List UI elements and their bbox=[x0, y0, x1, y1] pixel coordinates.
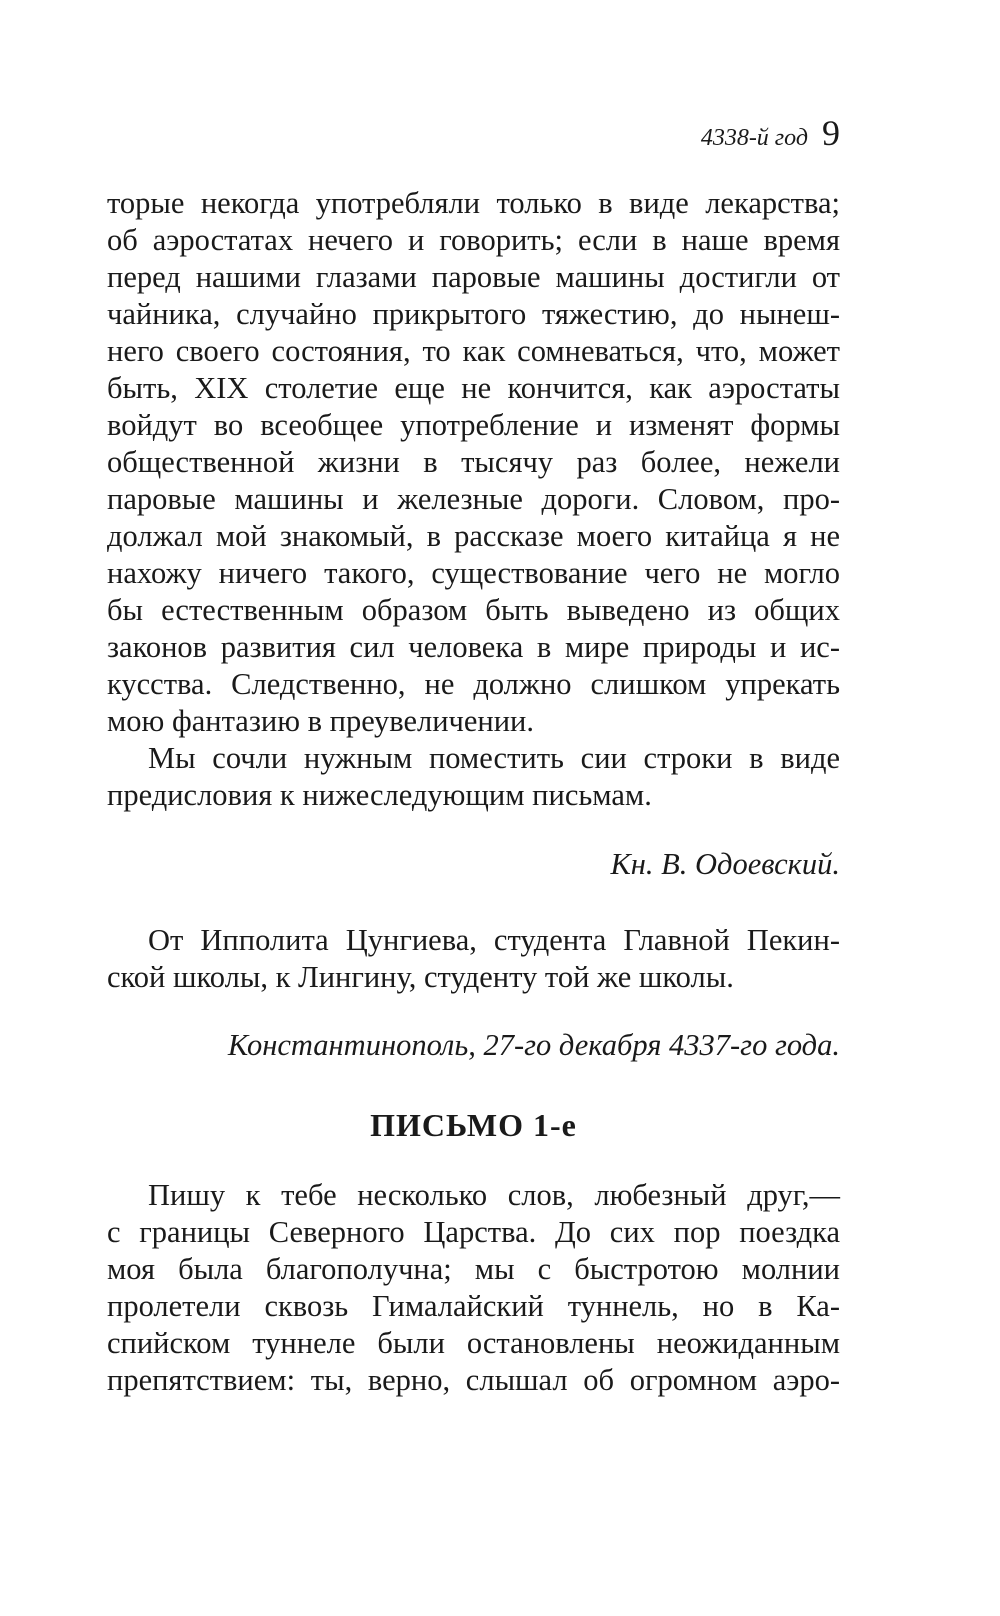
page-number: 9 bbox=[822, 113, 840, 153]
text-line: об аэростатах нечего и говорить; если в наше время bbox=[107, 223, 840, 257]
text-line: бы естественным образом быть выведено из общих bbox=[107, 593, 840, 627]
place-date: Константинополь, 27-го декабря 4337-го года. bbox=[227, 1028, 840, 1062]
text-line: препятствием: ты, верно, слышал об огромном аэро- bbox=[107, 1363, 840, 1397]
text-line: кусства. Следственно, не должно слишком упрекать bbox=[107, 667, 840, 701]
running-title: 4338-й год bbox=[700, 125, 808, 151]
text-line: с границы Северного Царства. До сих пор поездка bbox=[107, 1215, 840, 1249]
letter-heading: ПИСЬМО 1-е bbox=[370, 1107, 577, 1143]
text-line: моя была благополучна; мы с быстротою молнии bbox=[107, 1252, 840, 1286]
text-line: быть, XIX столетие еще не кончится, как аэростаты bbox=[107, 371, 840, 405]
author-signature: Кн. В. Одоевский. bbox=[610, 847, 840, 881]
text-line: спийском туннеле были остановлены неожиданным bbox=[107, 1326, 840, 1360]
text-line: перед нашими глазами паровые машины достигли от bbox=[107, 260, 840, 294]
text-line: паровые машины и железные дороги. Словом, про- bbox=[107, 482, 840, 516]
text-line: пролетели сквозь Гималайский туннель, но в Ка- bbox=[107, 1289, 840, 1323]
text-line: чайника, случайно прикрытого тяжестию, до нынеш- bbox=[107, 297, 840, 331]
running-head bbox=[701, 112, 840, 154]
text-line: торые некогда употребляли только в виде лекарства; bbox=[107, 186, 840, 220]
text-line: войдут во всеобщее употребление и изменят формы bbox=[107, 408, 840, 442]
text-line: нахожу ничего такого, существование чего не могло bbox=[107, 556, 840, 590]
text-line: него своего состояния, то как сомневаться, что, может bbox=[107, 334, 840, 368]
text-line: Мы сочли нужным поместить сии строки в виде bbox=[148, 741, 840, 775]
text-line: предисловия к нижеследующим письмам. bbox=[107, 778, 652, 812]
book-page bbox=[107, 0, 840, 1616]
text-line: мою фантазию в преувеличении. bbox=[107, 704, 534, 738]
text-line: Пишу к тебе несколько слов, любезный друг,— bbox=[148, 1178, 840, 1212]
text-line: должал мой знакомый, в рассказе моего китайца я не bbox=[107, 519, 840, 553]
text-line: законов развития сил человека в мире природы и ис- bbox=[107, 630, 840, 664]
text-line: общественной жизни в тысячу раз более, нежели bbox=[107, 445, 840, 479]
text-line: ской школы, к Лингину, студенту той же школы. bbox=[107, 960, 734, 994]
text-line: От Ипполита Цунгиева, студента Главной Пекин- bbox=[148, 923, 840, 957]
